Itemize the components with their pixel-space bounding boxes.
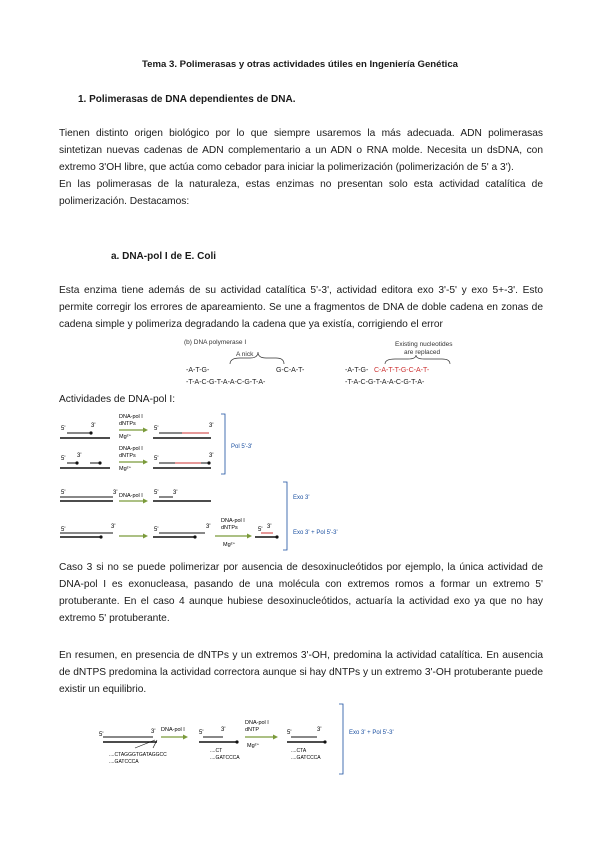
f3s2-seq-2: ....GATCCCA (210, 755, 240, 761)
section-heading-1: 1. Polimerasas de DNA dependientes de DNA. (78, 94, 296, 105)
paragraph-intro-2: En las polimerasas de la naturaleza, estas enzimas no presentan solo esta actividad catalítica de polimerización. Destacamos: (59, 179, 543, 207)
c1r-3prime: 3' (209, 423, 214, 429)
c2-3prime: 3' (77, 453, 82, 459)
f3-stage-2 (199, 727, 240, 761)
fig1-right-brace (385, 355, 450, 364)
f3s2-end-dot (235, 740, 238, 743)
paragraph-intro (59, 125, 543, 210)
figure-nick-translation (180, 334, 560, 390)
figure-activities (55, 410, 375, 560)
paragraph-intro-1: Tienen distinto origen biológico por lo que siempre usaremos la más adecuada. ADN polimerasas sintetizan nuevas cadenas de ADN complementario a un ADN o RNA molde. Necesita un dsDNA, con extremo 3'OH libre, que actúa como cebador para iniciar la polimerización (polimerización de 5' a 3'). (59, 128, 543, 173)
fig1-right-bottom-seq: -T-A-C-G-T-A-A-C-G-T-A- (345, 379, 425, 386)
fig1-panel-label: (b) DNA polymerase I (184, 339, 247, 346)
c2-dntps: dNTPs (119, 453, 136, 459)
paragraph-resumen-text: En resumen, en presencia de dNTPs y un extremos 3'-OH, predomina la actividad catalítica. En ausencia de dNTPS predomina la actividad correctora aunque si hay dNTPs y un extremo 3'-OH protuberante puede existir un equilibrio. (59, 650, 543, 695)
c4-arrowhead-2 (247, 534, 252, 539)
c4r1-5prime: 5' (154, 527, 159, 533)
c1-arrowhead (143, 428, 148, 433)
c3-arrowhead (143, 499, 148, 504)
c4-end-dot (99, 535, 102, 538)
c4-arrowhead-1 (143, 534, 148, 539)
c3r-3prime: 3' (173, 490, 178, 496)
c1-dntps: dNTPs (119, 421, 136, 427)
c1r-5prime: 5' (154, 426, 159, 432)
f3s1-seq-2: ....GATCCCA (109, 759, 139, 765)
f3-bracket (339, 704, 343, 774)
f3s3-5prime: 5' (287, 730, 292, 736)
bracket-2 (283, 482, 287, 550)
f3-arrowhead-2 (273, 735, 278, 740)
c4-dntps: dNTPs (221, 525, 238, 531)
f3s2-3prime: 3' (221, 727, 226, 733)
c2-arrowhead (143, 460, 148, 465)
fig1-nick-label: A nick (236, 351, 254, 358)
paragraph-caso3-text: Caso 3 si no se puede polimerizar por ausencia de desoxinucleótidos por ejemplo, la única actividad de DNA-pol I es exonucleasa, pasando de una molécula con extremos romos a formar un extremo 5' protuberante. En el caso 4 aunque hubiese desoxinucleótidos, actuaría la actividad exo ya que no hay extremo 5' protuberante. (59, 562, 543, 624)
f3s1-5prime: 5' (99, 732, 104, 738)
f3s3-seq-1: ....CTA (291, 748, 307, 754)
case-3 (60, 490, 211, 504)
c2r-5prime: 5' (154, 456, 159, 462)
c4r2-5prime: 5' (258, 527, 263, 533)
page-title: Tema 3. Polimerasas y otras actividades útiles en Ingeniería Genética (141, 59, 459, 70)
f3-dntp: dNTP (245, 727, 260, 733)
bracket-1-label: Pol 5'-3' (231, 444, 253, 450)
c2r-end-dot (207, 461, 210, 464)
f3s1-seq-1: ....CTAGGGTGATAGGCC (109, 752, 167, 758)
c4-enzyme: DNA-pol I (221, 518, 245, 524)
c4-mg: Mg²⁺ (223, 542, 236, 548)
c4m-label: 5' (119, 529, 124, 535)
paragraph-caso3 (59, 559, 543, 627)
c2-end-dot-2 (98, 461, 101, 464)
fig1-right-top-black: -A-T-G- (345, 367, 369, 374)
f3-stage-3 (287, 727, 327, 761)
c2-mg: Mg²⁺ (119, 466, 132, 472)
c4-5prime: 5' (61, 527, 66, 533)
fig1-left-top-seq: -A-T-G- (186, 367, 210, 374)
f3s3-end-dot (323, 740, 326, 743)
activities-label: Actividades de DNA-pol I: (59, 394, 176, 405)
c1-mg: Mg²⁺ (119, 434, 132, 440)
c3-enzyme: DNA-pol I (119, 493, 143, 499)
c2-enzyme: DNA-pol I (119, 446, 143, 452)
paragraph-resumen (59, 647, 543, 698)
paragraph-dnapol (59, 282, 543, 333)
c1-3prime: 3' (91, 423, 96, 429)
fig1-right-top-red: C-A-T-T-G-C-A-T- (374, 367, 430, 374)
subsection-heading-a: a. DNA-pol I de E. Coli (111, 251, 217, 262)
fig1-right-label-2: are replaced (404, 349, 441, 356)
f3s1-3prime: 3' (151, 729, 156, 735)
paragraph-dnapol-text: Esta enzima tiene además de su actividad catalítica 5'-3', actividad editora exo 3'-5' y exo 5+-3'. Esto permite corregir los errores de apareamiento. Se une a fragmentos de DNA de doble cadena en zonas de cadena simple y polimeriza degradando la cadena que ya existía, corrigiendo el error (59, 285, 543, 330)
c4r2-3prime: 3' (267, 524, 272, 530)
c3-5prime: 5' (61, 490, 66, 496)
case-4 (60, 518, 279, 548)
c3-3prime: 3' (113, 490, 118, 496)
fig1-right-label-1: Existing nucleotides (395, 341, 453, 348)
c3r-5prime: 5' (154, 490, 159, 496)
c4r2-end-dot (275, 535, 278, 538)
c1-enzyme: DNA-pol I (119, 414, 143, 420)
f3s3-seq-2: ....GATCCCA (291, 755, 321, 761)
c2-5prime: 5' (61, 456, 66, 462)
fig1-left-bottom-seq: -T-A-C-G-T-A-A-C-G-T-A- (186, 379, 266, 386)
c4r1-3prime: 3' (206, 524, 211, 530)
f3-enzyme-2: DNA-pol I (245, 720, 269, 726)
bracket-1 (221, 414, 225, 474)
fig1-left-top-seq2: G-C-A-T- (276, 367, 305, 374)
f3s2-5prime: 5' (199, 730, 204, 736)
bracket-3-label: Exo 3' + Pol 5'-3' (293, 530, 338, 536)
c2r-3prime: 3' (209, 453, 214, 459)
f3-enzyme-1: DNA-pol I (161, 727, 185, 733)
f3s3-3prime: 3' (317, 727, 322, 733)
bracket-2-label: Exo 3' (293, 495, 310, 501)
c1-5prime: 5' (61, 426, 66, 432)
f3-stage-1 (99, 729, 167, 765)
figure-summary (95, 700, 425, 780)
case-1 (60, 414, 213, 440)
f3-mg: Mg²⁺ (247, 743, 260, 749)
f3-bracket-label: Exo 3' + Pol 5'-3' (349, 730, 394, 736)
c4-3prime: 3' (111, 524, 116, 530)
f3s2-seq-1: ....CT (210, 748, 223, 754)
c2-end-dot-1 (75, 461, 78, 464)
case-2 (60, 446, 213, 472)
c4r1-end-dot (193, 535, 196, 538)
f3-arrowhead-1 (183, 735, 188, 740)
c1-end-dot (89, 431, 92, 434)
